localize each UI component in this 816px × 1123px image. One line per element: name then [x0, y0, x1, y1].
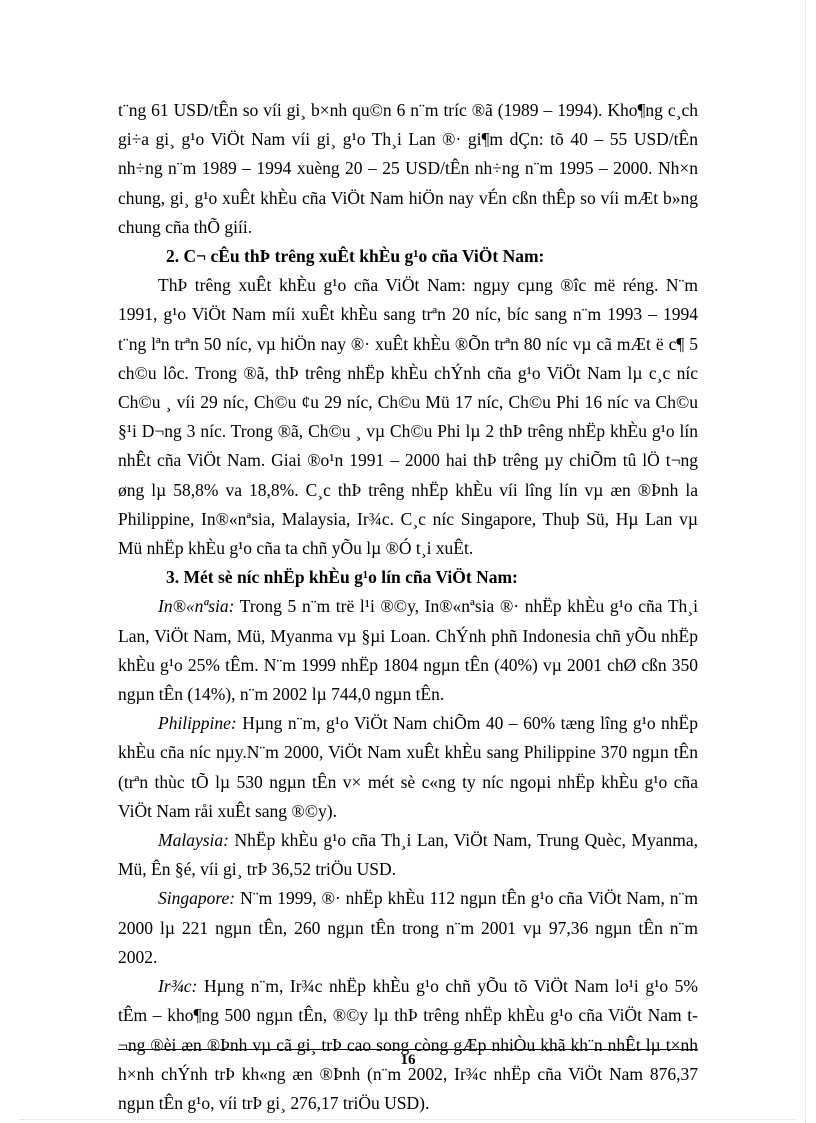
- section-heading-3: 3. Mét sè níc nhËp khÈu g¹o lín cña ViÖt Nam:: [166, 567, 518, 588]
- country-name: Malaysia:: [158, 830, 229, 851]
- market-structure-paragraph: ThÞ trêng xuÊt khÈu g¹o cña ViÖt Nam: ngµy cµng ®îc më réng. N¨m 1991, g¹o ViÖt Nam míi xuÊt khÈu sang trªn 20 níc, bíc sang n¨m 1993 – 1994 t¨ng lªn trªn 50 níc, vµ hiÖn nay ®· xuÊt khÈu ®Õn trªn 80 níc vµ cã mÆt ë c¶ 5 ch©u lôc. Trong ®ã, thÞ trêng nhËp khÈu chÝnh cña g¹o ViÖt Nam lµ c¸c níc Ch©u ¸ víi 29 níc, Ch©u ¢u 29 níc, Ch©u Mü 17 níc, Ch©u Phi 16 níc va Ch©u §¹i D¬ng 3 níc. Trong ®ã, Ch©u ¸ vµ Ch©u Phi lµ 2 thÞ trêng nhËp khÈu g¹o lín nhÊt cña ViÖt Nam. Giai ®o¹n 1991 – 2000 hai thÞ trêng µy chiÕm tû lÖ t¬ng øng lµ 58,8% va 18,8%. C¸c thÞ trêng nhËp khÈu víi lîng lín vµ æn ®Þnh la Philippine, In®«nªsia, Malaysia, Ir¾c. C¸c níc Singapore, Thuþ Sü, Hµ Lan vµ Mü nhËp khÈu g¹o cña ta chñ yÕu lµ ®Ó t¸i xuÊt.: [118, 275, 698, 559]
- country-paragraph-philippine: [118, 709, 698, 826]
- country-text: NhËp khÈu g¹o cña Th¸i Lan, ViÖt Nam, Trung Quèc, Myanma, Mü, Ên §é, víi gi¸ trÞ 36,52 triÖu USD.: [118, 830, 698, 880]
- country-name: In®«nªsia:: [158, 596, 235, 617]
- country-text: Hµng n¨m, g¹o ViÖt Nam chiÕm 40 – 60% tæng lîng g¹o nhËp khÈu cña níc nµy.N¨m 2000, ViÖt Nam xuÊt khÈu sang Philippine 370 ngµn tÊn (trªn thùc tÕ lµ 530 ngµn tÊn v× mét sè c«ng ty níc ngoµi nhËp khÈu g¹o cña ViÖt Nam råi xuÊt sang ®©y).: [118, 713, 698, 821]
- page-number: 16: [400, 1052, 416, 1068]
- country-text: Trong 5 n¨m trë l¹i ®©y, In®«nªsia ®· nhËp khÈu g¹o cña Th¸i Lan, ViÖt Nam, Mü, Myanma vµ §µi Loan. ChÝnh phñ Indonesia chñ yÕu nhËp khÈu g¹o 25% tÊm. N¨m 1999 nhËp 1804 ngµn tÊn (40%) vµ 2001 chØ cßn 350 ngµn tÊn (14%), n¨m 2002 lµ 744,0 ngµn tÊn.: [118, 596, 698, 705]
- section-heading-2: 2. C¬ cÊu thÞ trêng xuÊt khÈu g¹o cña ViÖt Nam:: [166, 246, 545, 267]
- footer-divider: [118, 1049, 698, 1050]
- country-name: Philippine:: [158, 713, 237, 734]
- country-name: Ir¾c:: [158, 976, 198, 997]
- country-paragraph-singapore: [118, 884, 698, 972]
- intro-paragraph: t¨ng 61 USD/tÊn so víi gi¸ b×nh qu©n 6 n¨m tríc ®ã (1989 – 1994). Kho¶ng c¸ch gi÷a gi¸ g¹o ViÖt Nam víi gi¸ g¹o Th¸i Lan ®· gi¶m dÇn: tõ 40 – 55 USD/tÊn nh÷ng n¨m 1989 – 1994 xuèng 20 – 25 USD/tÊn nh÷ng n¨m 1995 – 2000. Nh×n chung, gi¸ g¹o xuÊt khÈu cña ViÖt Nam hiÖn nay vÉn cßn thÊp so víi mÆt b»ng chung cña thÕ giíi.: [118, 100, 698, 237]
- page-boundary-bottom: [20, 1119, 796, 1120]
- country-paragraph-indonesia: [118, 592, 698, 709]
- country-text: N¨m 1999, ®· nhËp khÈu 112 ngµn tÊn g¹o cña ViÖt Nam, n¨m 2000 lµ 221 ngµn tÊn, 260 ngµn tÊn trong n¨m 2001 vµ 97,36 ngµn tÊn n¨m 2002.: [118, 888, 698, 967]
- country-paragraph-iraq: [118, 972, 698, 1118]
- country-text: Hµng n¨m, Ir¾c nhËp khÈu g¹o chñ yÕu tõ ViÖt Nam lo¹i g¹o 5% tÊm – kho¶ng 500 ngµn tÊn, ®©y lµ thÞ trêng nhËp khÈu g¹o cña ViÖt Nam t¬ng ®èi æn ®Þnh vµ cã gi¸ trÞ cao song còng gÆp nhiÒu khã kh¨n nhÊt lµ t×nh h×nh chÝnh trÞ kh«ng æn ®Þnh (n¨m 2002, Ir¾c nhËp cña ViÖt Nam 876,37 ngµn tÊn g¹o, víi trÞ gi¸ 276,17 triÖu USD).: [118, 976, 698, 1113]
- body-text: [118, 96, 698, 1118]
- page-boundary-right: [805, 0, 806, 1123]
- country-name: Singapore:: [158, 888, 236, 909]
- country-paragraph-malaysia: [118, 826, 698, 884]
